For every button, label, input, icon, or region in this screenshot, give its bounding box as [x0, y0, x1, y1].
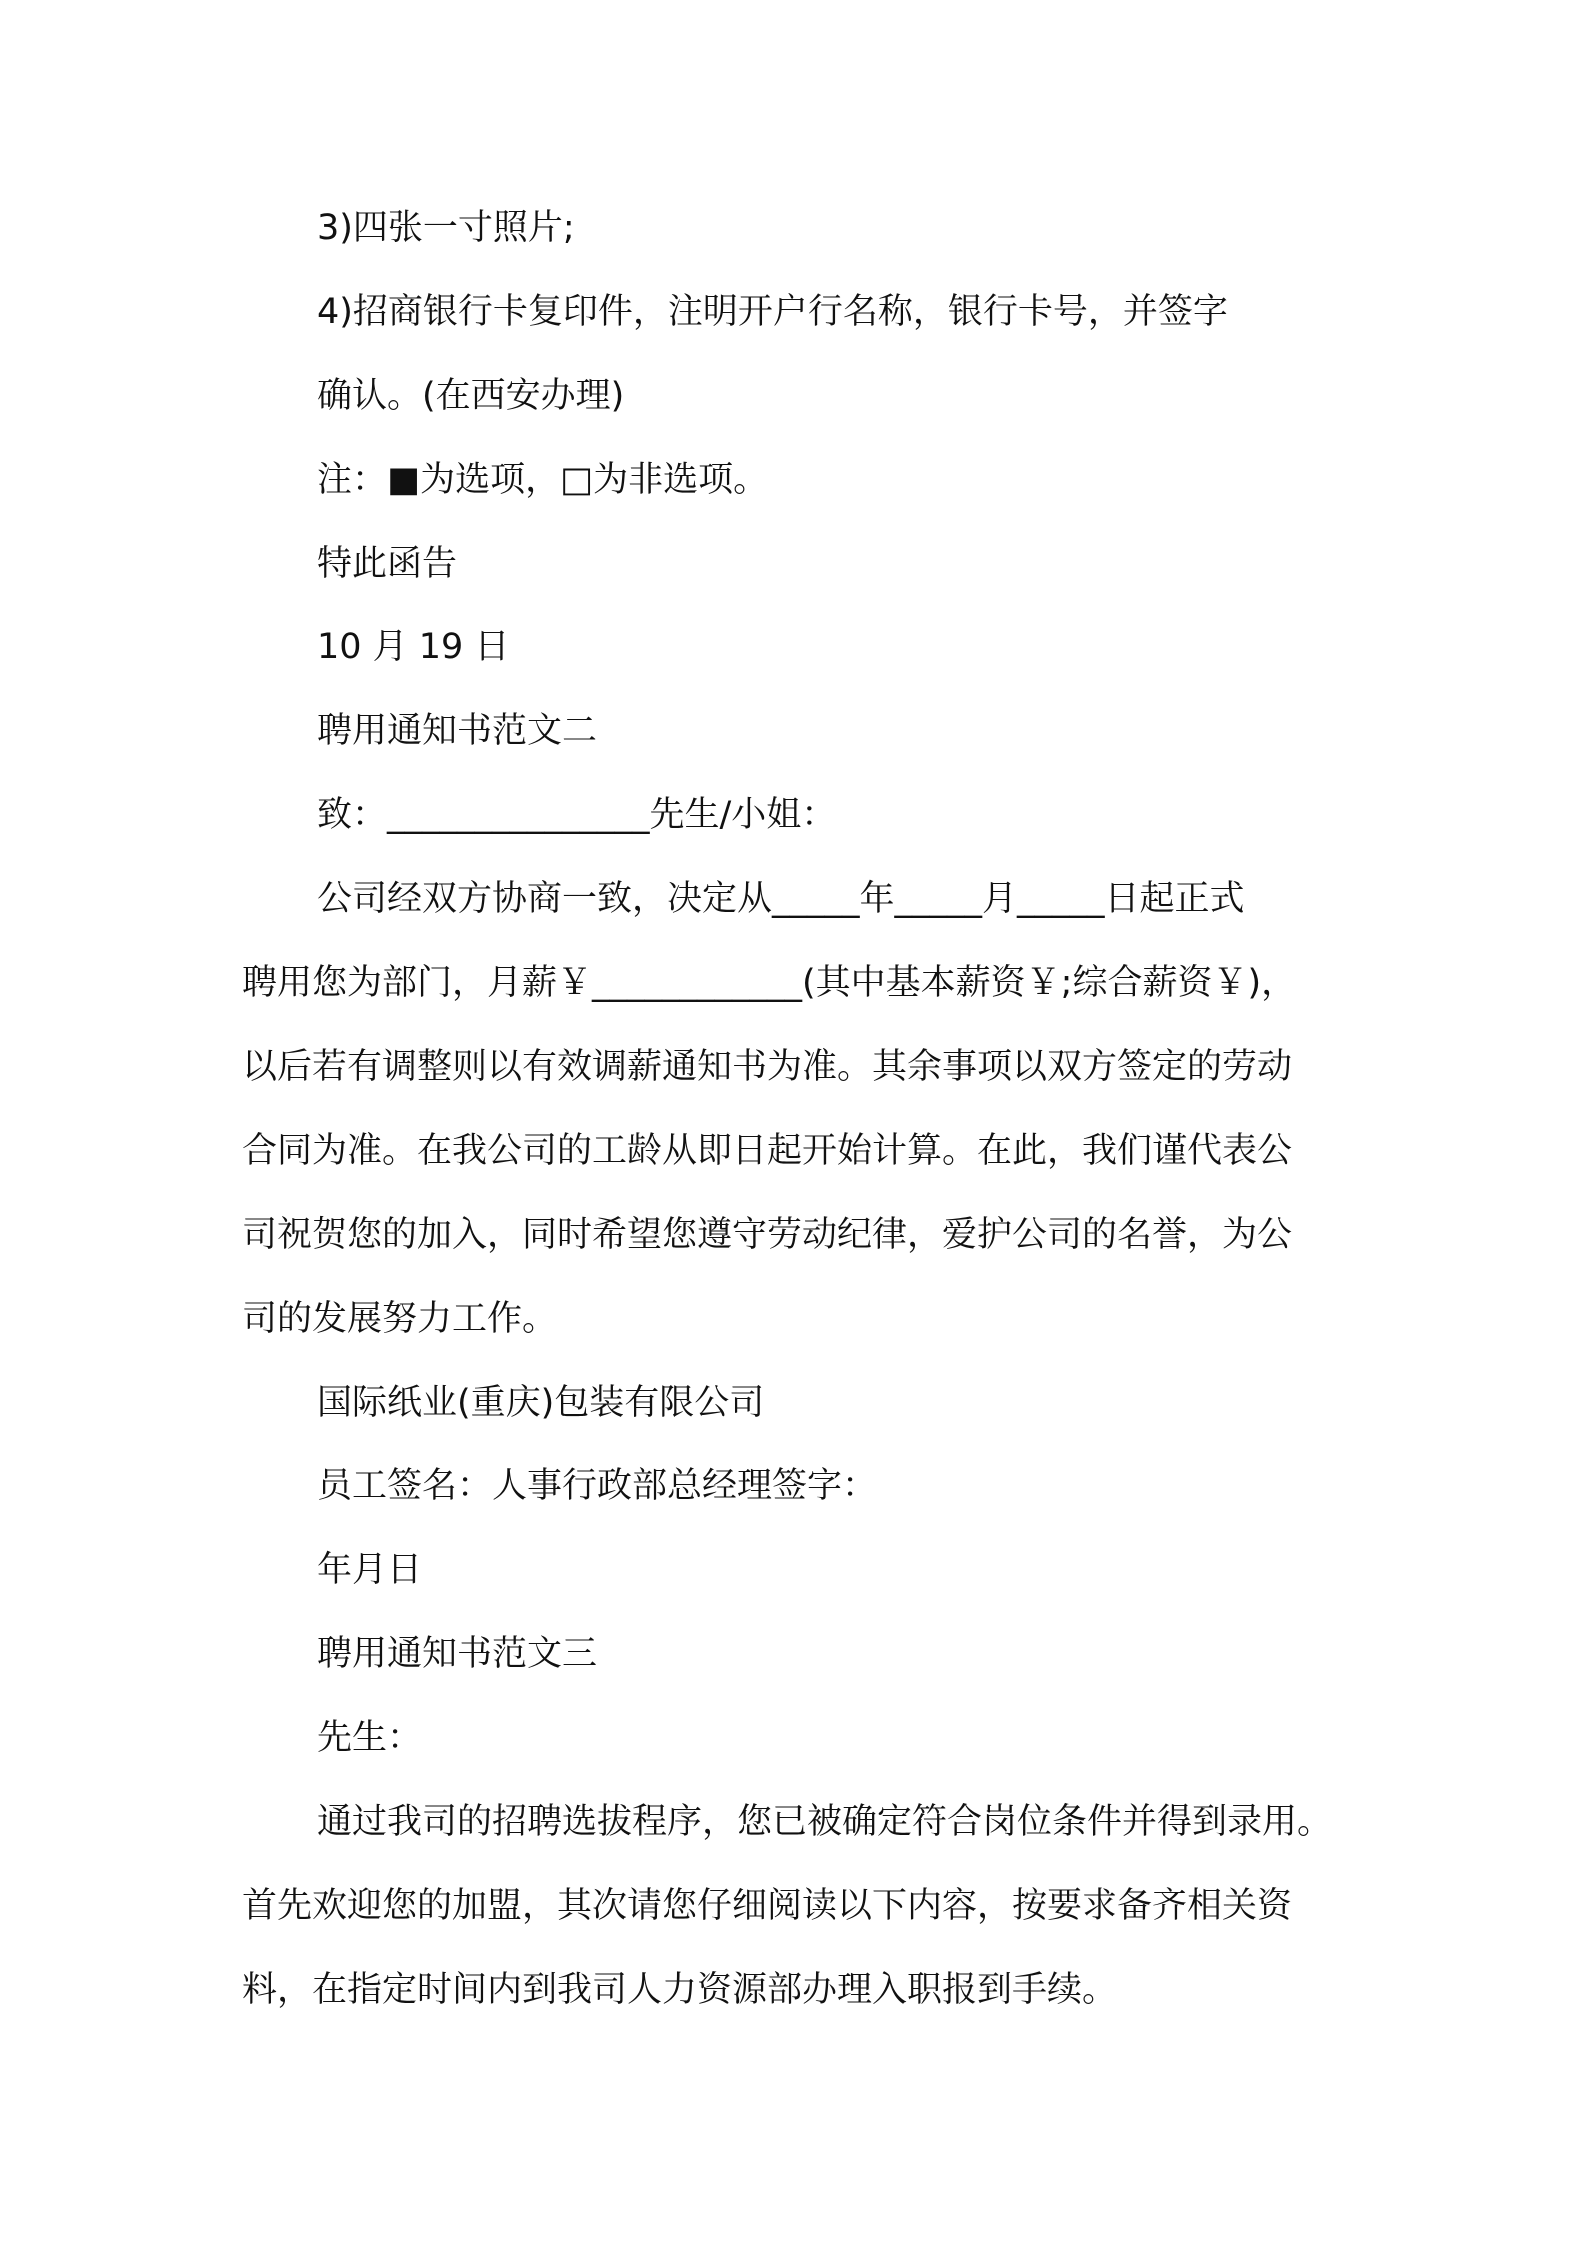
section-heading: 聘用通知书范文三 [317, 1634, 598, 1674]
salutation-line: 致：_______________先生/小姐： [317, 795, 837, 835]
company-name: 国际纸业(重庆)包装有限公司 [317, 1383, 765, 1423]
date-line: 10 月 19 日 [317, 627, 510, 667]
text-line: 料，在指定时间内到我司人力资源部办理入职报到手续。 [242, 1970, 1118, 2010]
text-line: 司祝贺您的加入，同时希望您遵守劳动纪律，爱护公司的名誉，为公 [242, 1215, 1293, 1255]
salutation-line: 先生： [317, 1718, 423, 1758]
date-line: 年月日 [317, 1550, 423, 1590]
text-line: 注：■为选项，□为非选项。 [317, 460, 769, 500]
signature-line: 员工签名：人事行政部总经理签字： [317, 1466, 878, 1506]
text-line: 首先欢迎您的加盟，其次请您仔细阅读以下内容，按要求备齐相关资 [242, 1886, 1293, 1926]
text-line: 确认。(在西安办理) [317, 376, 625, 416]
text-line: 4)招商银行卡复印件，注明开户行名称，银行卡号，并签字 [317, 292, 1228, 332]
section-heading: 聘用通知书范文二 [317, 711, 598, 751]
text-line: 司的发展努力工作。 [242, 1299, 558, 1339]
text-line: 聘用您为部门，月薪￥____________(其中基本薪资￥;综合薪资￥)， [242, 963, 1297, 1003]
text-line: 公司经双方协商一致，决定从_____年_____月_____日起正式 [317, 879, 1245, 919]
text-line: 3)四张一寸照片; [317, 208, 575, 248]
text-line: 以后若有调整则以有效调薪通知书为准。其余事项以双方签定的劳动 [242, 1047, 1293, 1087]
text-line: 合同为准。在我公司的工龄从即日起开始计算。在此，我们谨代表公 [242, 1131, 1293, 1171]
text-line: 通过我司的招聘选拔程序，您已被确定符合岗位条件并得到录用。 [317, 1802, 1333, 1842]
text-line: 特此函告 [317, 544, 458, 584]
